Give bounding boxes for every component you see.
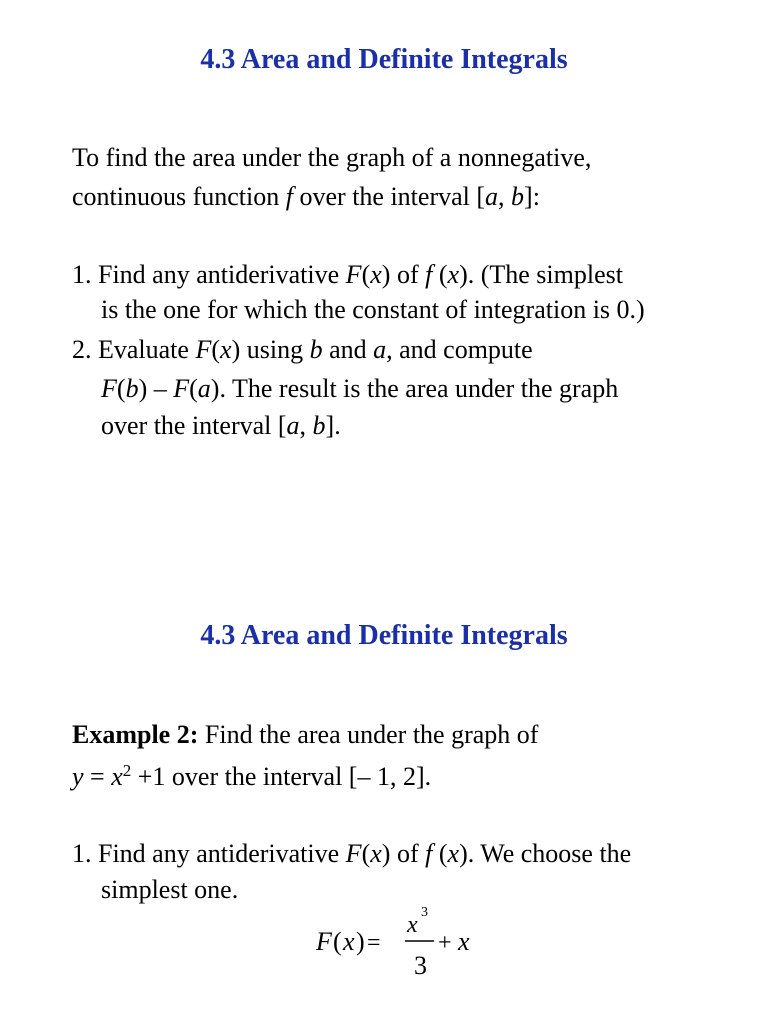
formula-numerator-exp: 3	[421, 905, 428, 920]
slide1-step2-line3: over the interval [a, b].	[101, 411, 341, 440]
slide1-intro-line2: continuous function f over the interval [a, b]:	[72, 182, 540, 211]
slide2-step1-line2: simplest one.	[101, 875, 239, 904]
formula-lhs-x: x	[343, 927, 355, 956]
slide2-example-line2: $y = x^2 +1$ over the interval [– 1, 2].	[72, 761, 432, 791]
slide1-step2-line2: F(b) – F(a). The result is the area under the graph	[101, 374, 619, 403]
slide1-title: 4.3 Area and Definite Integrals	[200, 44, 568, 75]
formula-lhs-F: F	[316, 927, 332, 956]
formula-plus: +	[438, 930, 452, 956]
slide1-step1-line1: 1. Find any antiderivative F(x) of f (x). (The simplest	[72, 260, 623, 289]
slide1-intro-line1: To find the area under the graph of a nonnegative,	[72, 143, 592, 172]
formula-equals: =	[367, 930, 381, 956]
slide2-title: 4.3 Area and Definite Integrals	[200, 620, 568, 651]
formula-lhs-open: (	[333, 927, 342, 956]
formula-denominator: 3	[414, 951, 427, 980]
slide2-example-line1: Example 2: Find the area under the graph of	[72, 720, 539, 749]
formula-lhs-close: )	[356, 927, 365, 956]
slide2-step1-line1: 1. Find any antiderivative F(x) of f (x). We choose the	[72, 839, 632, 868]
example-label: Example 2:	[72, 720, 199, 749]
slide1-step2-line1: 2. Evaluate F(x) using b and a, and compute	[72, 335, 533, 364]
formula-rhs-x: x	[458, 927, 470, 956]
slide1-step1-line2: is the one for which the constant of integration is 0.)	[101, 295, 645, 324]
formula-numerator-x: x	[407, 912, 418, 938]
antiderivative-formula	[316, 900, 496, 990]
